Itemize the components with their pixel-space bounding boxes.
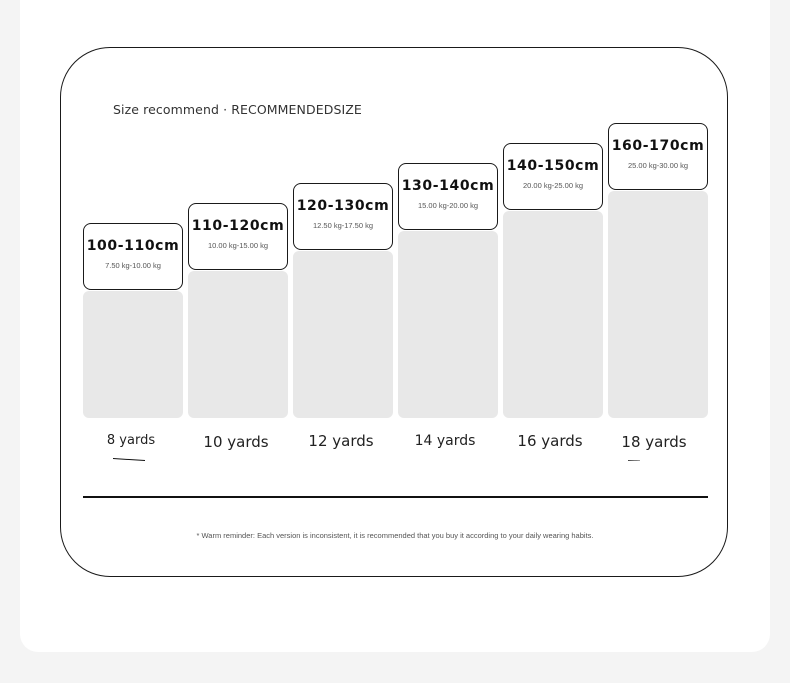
height-range: 160-170cm bbox=[611, 138, 705, 154]
size-column-1 bbox=[83, 223, 183, 418]
size-label-4: 14 yards bbox=[414, 433, 476, 449]
size-bar bbox=[503, 211, 603, 418]
warm-reminder-text: * Warm reminder: Each version is inconsistent, it is recommended that you buy it according to your daily wearing habits. bbox=[196, 531, 594, 540]
size-label-box bbox=[503, 143, 603, 210]
size-column-5 bbox=[503, 143, 603, 418]
weight-range: 15.00 kg-20.00 kg bbox=[417, 201, 479, 210]
size-column-3 bbox=[293, 183, 393, 418]
size-column-6 bbox=[608, 123, 708, 418]
size-bar bbox=[608, 191, 708, 418]
size-bar bbox=[83, 291, 183, 418]
size-bar bbox=[398, 231, 498, 418]
size-column-2 bbox=[188, 203, 288, 418]
size-bar bbox=[188, 271, 288, 418]
height-range: 140-150cm bbox=[506, 158, 600, 174]
size-column-4 bbox=[398, 163, 498, 418]
height-range: 120-130cm bbox=[296, 198, 390, 214]
height-range: 130-140cm bbox=[401, 178, 495, 194]
underline-stroke bbox=[113, 457, 145, 461]
underline-stroke bbox=[628, 459, 640, 462]
size-label-2: 10 yards bbox=[203, 433, 269, 451]
size-label-3: 12 yards bbox=[308, 432, 374, 450]
weight-range: 10.00 kg-15.00 kg bbox=[207, 241, 269, 250]
size-label-6: 18 yards bbox=[621, 433, 687, 451]
size-label-5: 16 yards bbox=[517, 432, 583, 450]
size-bar bbox=[293, 251, 393, 418]
size-label-box bbox=[188, 203, 288, 270]
size-chart-title: Size recommend · RECOMMENDEDSIZE bbox=[113, 102, 362, 117]
size-label-1: 8 yards bbox=[106, 433, 156, 448]
divider-line bbox=[83, 496, 708, 498]
height-range: 100-110cm bbox=[86, 238, 180, 254]
weight-range: 20.00 kg-25.00 kg bbox=[522, 181, 584, 190]
size-label-box bbox=[83, 223, 183, 290]
size-label-box bbox=[398, 163, 498, 230]
size-label-box bbox=[608, 123, 708, 190]
weight-range: 12.50 kg-17.50 kg bbox=[312, 221, 374, 230]
size-label-box bbox=[293, 183, 393, 250]
weight-range: 7.50 kg-10.00 kg bbox=[105, 261, 161, 270]
weight-range: 25.00 kg-30.00 kg bbox=[627, 161, 689, 170]
height-range: 110-120cm bbox=[191, 218, 285, 234]
